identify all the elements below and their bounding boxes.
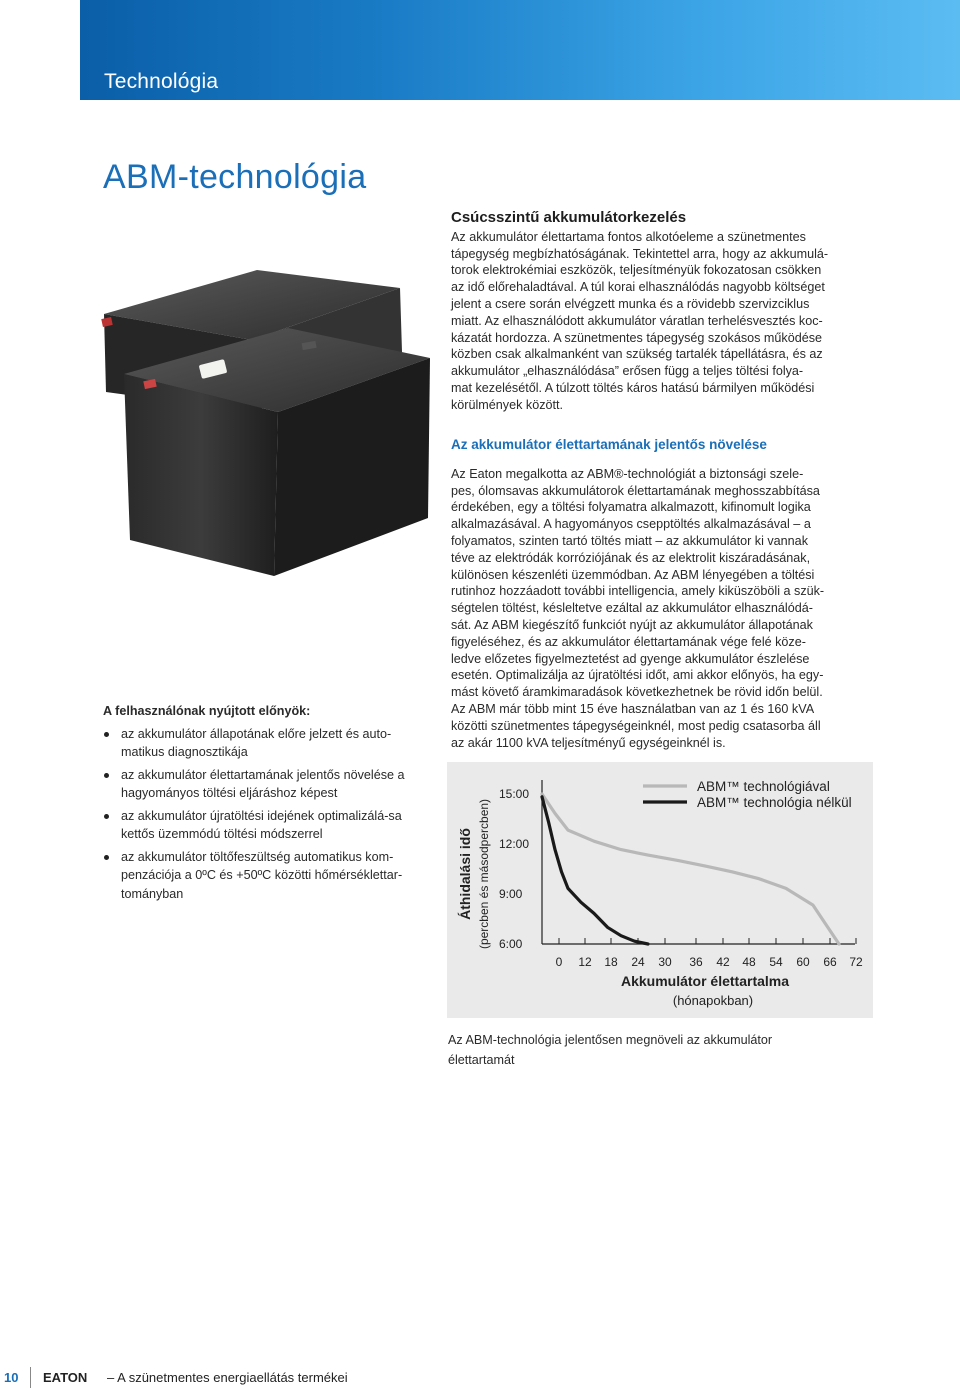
caption-line: Az ABM-technológia jelentősen megnöveli az akkumulátor [448,1033,773,1047]
x-tick-label: 66 [823,955,837,969]
section-heading: Csúcsszintű akkumulátorkezelés [451,209,687,226]
paragraph-line: Az akkumulátor élettartama fontos alkotóeleme a szünetmentes [451,229,806,244]
paragraph-line: az akár 1100 kVA teljesítményű egységeinknél is. [451,735,726,750]
paragraph-line: torok elektrokémiai eszközök, teljesítményük fokozatosan csökken [451,263,822,278]
x-axis-title: Akkumulátor élettartalma [620,973,790,989]
footer-text: – A szünetmentes energiaellátás termékei [107,1370,348,1385]
x-tick-label: 24 [631,955,645,969]
x-tick-label: 72 [849,955,863,969]
paragraph-line: közötti szünetmentes tápegységeinknél, most pedig csatasorba áll [451,718,821,733]
paragraph-line: jelent a csere során elvégzett munka és a rövidebb szervizciklus [451,296,810,311]
paragraph-line: mást követő áramkimaradások következhetnek be rövid időn belül. [451,685,823,700]
page-number: 10 [4,1370,19,1385]
paragraph-line: ségtelen töltést, késleltetve ezáltal az akkumulátor elhasználódá- [451,601,813,616]
list-item: az akkumulátor újratöltési idejének optimalizálá-sa kettős üzemmódú töltési módszerrel [103,807,428,844]
paragraph-line: ledve előzetes figyelmeztetést ad gyenge akkumulátor észlelése [451,651,810,666]
x-tick-label: 42 [716,955,730,969]
x-axis-subtitle: (hónapokban) [672,993,754,1008]
paragraph-line: Az Eaton megalkotta az ABM®-technológiát a biztonsági szele- [451,466,804,481]
x-tick-label: 30 [658,955,672,969]
paragraph-line: sát. Az ABM kiegészítő funkciót nyújt az akkumulátor állapotának [451,617,813,632]
list-item: az akkumulátor élettartamának jelentős növelése a hagyományos töltési eljáráshoz képest [103,766,428,803]
page-title: ABM-technológia [103,158,367,196]
y-tick-label: 9:00 [499,887,523,901]
x-tick-label: 54 [769,955,783,969]
y-tick-label: 15:00 [499,787,530,801]
battery-photo [82,262,432,578]
legend-label: ABM™ technológiával [697,779,830,794]
paragraph-line: pes, ólomsavas akkumulátorok élettartamának meghosszabbítása [451,483,820,498]
paragraph-line: akkumulátor „elhasználódása” erősen függ a teljes töltési folya- [451,364,804,379]
x-tick-label: 18 [604,955,618,969]
x-tick-label: 36 [689,955,703,969]
paragraph-line: különösen készenléti üzemmódban. Az ABM lényegében a töltési [451,567,815,582]
y-tick-label: 12:00 [499,837,530,851]
paragraph-line: alkalmazásával. A hagyományos csepptöltés alkalmazásával – a [451,517,811,532]
paragraph-line: közben csak alkalmanként van szükség tartalék tápellátásra, és az [451,347,823,362]
y-axis-subtitle: (percben és másodpercben) [477,798,491,950]
paragraph-line: figyeléséhez, és az akkumulátor élettartamának vége felé köze- [451,634,806,649]
paragraph-line: esetén. Optimalizálja az újratöltési időt, ami akkor előnyös, ha egy- [451,668,824,683]
list-item: az akkumulátor töltőfeszültség automatikus kom-penzációja a 0ºC és +50ºC közötti hőmérséklettar-tományban [103,848,428,904]
section-battery-life [451,437,873,751]
paragraph-line: rutinhoz hozzáadott további intelligencia, amely kiküszöböli a szük- [451,584,825,599]
list-item: az akkumulátor állapotának előre jelzett és auto-matikus diagnosztikája [103,725,428,762]
caption-line: élettartamát [448,1053,515,1067]
brand-name: EATON [43,1370,88,1385]
figure-caption [448,1030,828,1070]
x-tick-label: 48 [742,955,756,969]
benefits-title: A felhasználónak nyújtott előnyök: [103,704,311,718]
paragraph-line: téve az elektródák korróziójának és az elektrolit kiszáradásának, [451,550,811,565]
benefits-list [103,702,428,907]
paragraph-line: kázatát hordozza. A szünetmentes tápegység szokásos működése [451,330,823,345]
y-tick-label: 6:00 [499,937,523,951]
x-tick-label: 12 [578,955,592,969]
abm-chart [447,762,873,1018]
x-tick-label: 60 [796,955,810,969]
paragraph-line: Az ABM már több mint 15 éve használatban van az 1 és 160 kVA [451,701,815,716]
paragraph-line: mat kezelésétől. A túlzott töltés káros hatású bármilyen működési [451,380,815,395]
paragraph-line: körülmények között. [451,397,563,412]
section-battery-management [451,210,873,414]
x-tick-label: 0 [555,955,563,969]
paragraph-line: folyamatos, szinten tartó töltés miatt – az akkumulátor ki vannak [451,533,808,548]
paragraph-line: miatt. Az elhasználódott akkumulátor váratlan terhelésvesztés koc- [451,313,823,328]
section-header-title: Technológia [104,70,219,93]
chart-panel [447,762,873,1018]
y-axis-title: Áthidalási idő [457,828,473,920]
paragraph-line: érdekében, egy a töltési folyamatra alkalmazott, kifinomult logika [451,500,811,515]
paragraph-line: az idő előrehaladtával. A túl korai elhasználódás nagyobb költséget [451,280,825,295]
series-line-with-abm [542,794,839,944]
legend-label: ABM™ technológia nélkül [697,795,852,810]
page-footer [0,1367,960,1388]
section-heading: Az akkumulátor élettartamának jelentős növelése [451,437,767,452]
footer-divider [30,1367,31,1388]
paragraph-line: tápegység megbízhatóságának. Tekintettel arra, hogy az akkumulá- [451,246,829,261]
